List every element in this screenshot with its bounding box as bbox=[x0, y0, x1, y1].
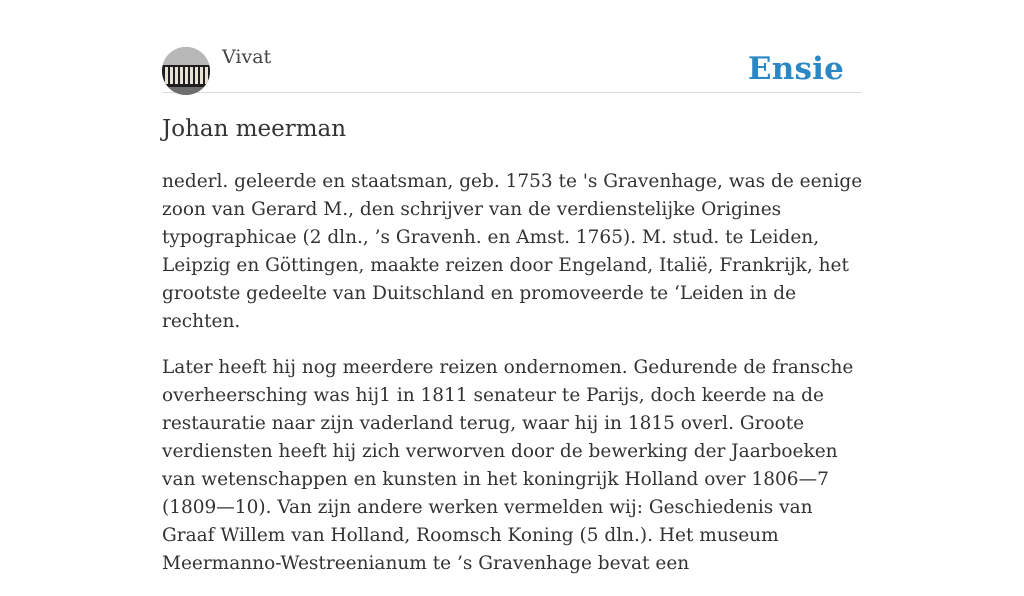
author-avatar[interactable] bbox=[162, 47, 210, 95]
article-title: Johan meerman bbox=[162, 116, 347, 142]
article-paragraph: Later heeft hij nog meerdere reizen ondernomen. Gedurende de fransche overheersching was hij1 in 1811 senateur te Parijs, doch keerde na de restauratie naar zijn vaderland terug, waar hij in 1815 overl. Groote verdiensten heeft hij zich verworven door de bewerking der Jaarboeken van wetenschappen en kunsten in het koningrijk Holland over 1806—7 (1809—10). Van zijn andere werken vermelden wij: Geschiedenis van Graaf Willem van Holland, Roomsch Koning (5 dln.). Het museum Meermanno-Westreenianum te ’s Gravenhage bevat een bbox=[162, 357, 854, 574]
typewriter-keys-avatar-icon bbox=[162, 47, 210, 95]
article-body bbox=[162, 168, 864, 596]
brand-logo[interactable]: Ensie bbox=[747, 51, 844, 87]
page-header bbox=[162, 46, 862, 93]
article-paragraph: nederl. geleerde en staatsman, geb. 1753 te 's Gravenhage, was de eenige zoon van Gerard M., den schrijver van de verdienstelijke Origines typographicae (2 dln., ’s Gravenh. en Amst. 1765). M. stud. te Leiden, Leipzig en Göttingen, maakte reizen door Engeland, Italië, Frankrijk, het grootste gedeelte van Duitschland en promoveerde te ‘Leiden in de rechten. bbox=[162, 171, 863, 332]
author-name[interactable]: Vivat bbox=[222, 46, 272, 68]
